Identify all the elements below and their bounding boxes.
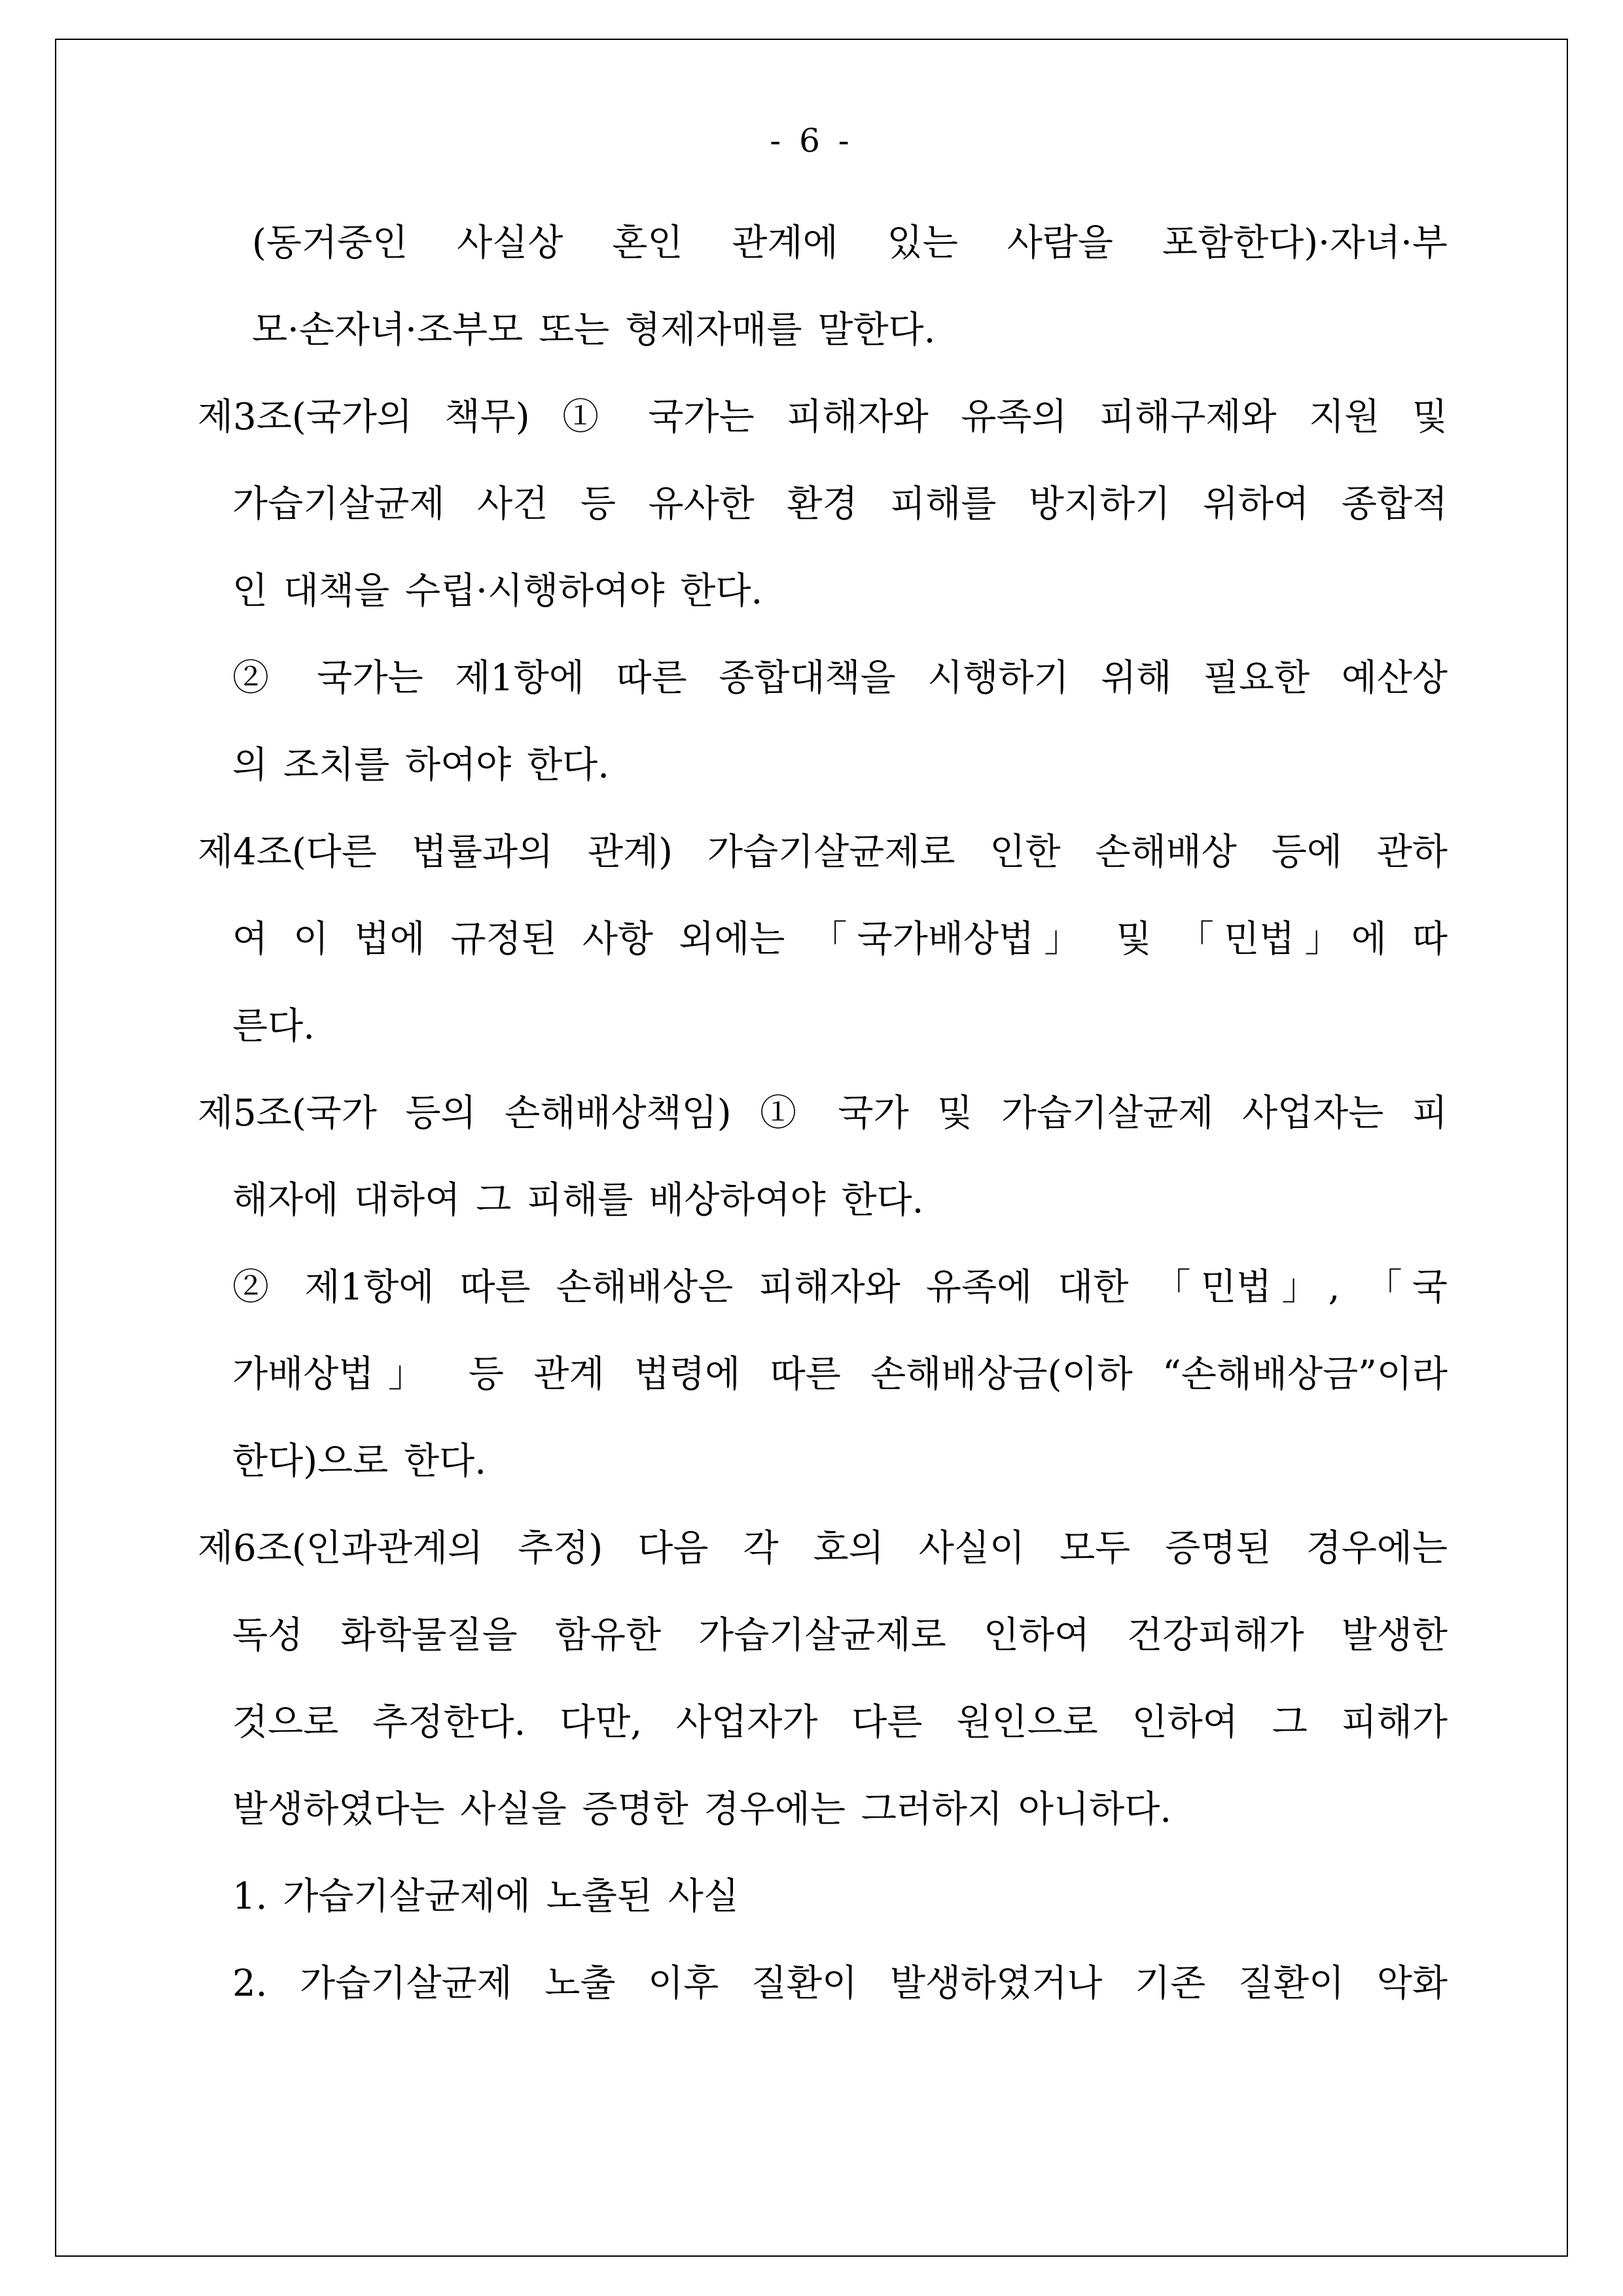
text-line: 독성 화학물질을 함유한 가습기살균제로 인하여 건강피해가 발생한 [232,1614,1448,1657]
text-block [0,200,1623,2027]
text-line: 른다. [232,1005,315,1048]
text-line: 여 이 법에 규정된 사항 외에는 「국가배상법」 및 「민법」에 따 [232,918,1448,961]
text-line: 인 대책을 수립·시행하여야 한다. [232,570,763,612]
text-line: (동거중인 사실상 혼인 관계에 있는 사람을 포함한다)·자녀·부 [252,222,1448,264]
text-line: 것으로 추정한다. 다만, 사업자가 다른 원인으로 인하여 그 피해가 [232,1701,1448,1744]
text-line: 의 조치를 하여야 한다. [232,744,610,786]
text-line: 제6조(인과관계의 추정) 다음 각 호의 사실이 모두 증명된 경우에는 [198,1527,1448,1570]
text-line: 가배상법」 등 관계 법령에 따른 손해배상금(이하 “손해배상금”이라 [232,1353,1448,1396]
text-line: 1. 가습기살균제에 노출된 사실 [232,1875,739,1918]
text-line: 해자에 대하여 그 피해를 배상하여야 한다. [232,1179,924,1222]
text-line: 한다)으로 한다. [232,1440,487,1483]
text-line: ② 제1항에 따른 손해배상은 피해자와 유족에 대한 「민법」, 「국 [232,1266,1448,1309]
text-line: 모·손자녀·조부모 또는 형제자매를 말한다. [252,309,936,351]
text-line: 제3조(국가의 책무) ① 국가는 피해자와 유족의 피해구제와 지원 및 [198,396,1448,438]
text-line: 제5조(국가 등의 손해배상책임) ① 국가 및 가습기살균제 사업자는 피 [198,1092,1448,1135]
text-line: 2. 가습기살균제 노출 이후 질환이 발생하였거나 기존 질환이 악화 [232,1962,1448,2005]
text-line: 가습기살균제 사건 등 유사한 환경 피해를 방지하기 위하여 종합적 [232,483,1448,525]
text-line: 제4조(다른 법률과의 관계) 가습기살균제로 인한 손해배상 등에 관하 [198,831,1448,874]
text-line: ② 국가는 제1항에 따른 종합대책을 시행하기 위해 필요한 예산상 [232,657,1448,699]
text-line: 발생하였다는 사실을 증명한 경우에는 그러하지 아니하다. [232,1788,1172,1831]
page-number: - 6 - [770,122,853,160]
